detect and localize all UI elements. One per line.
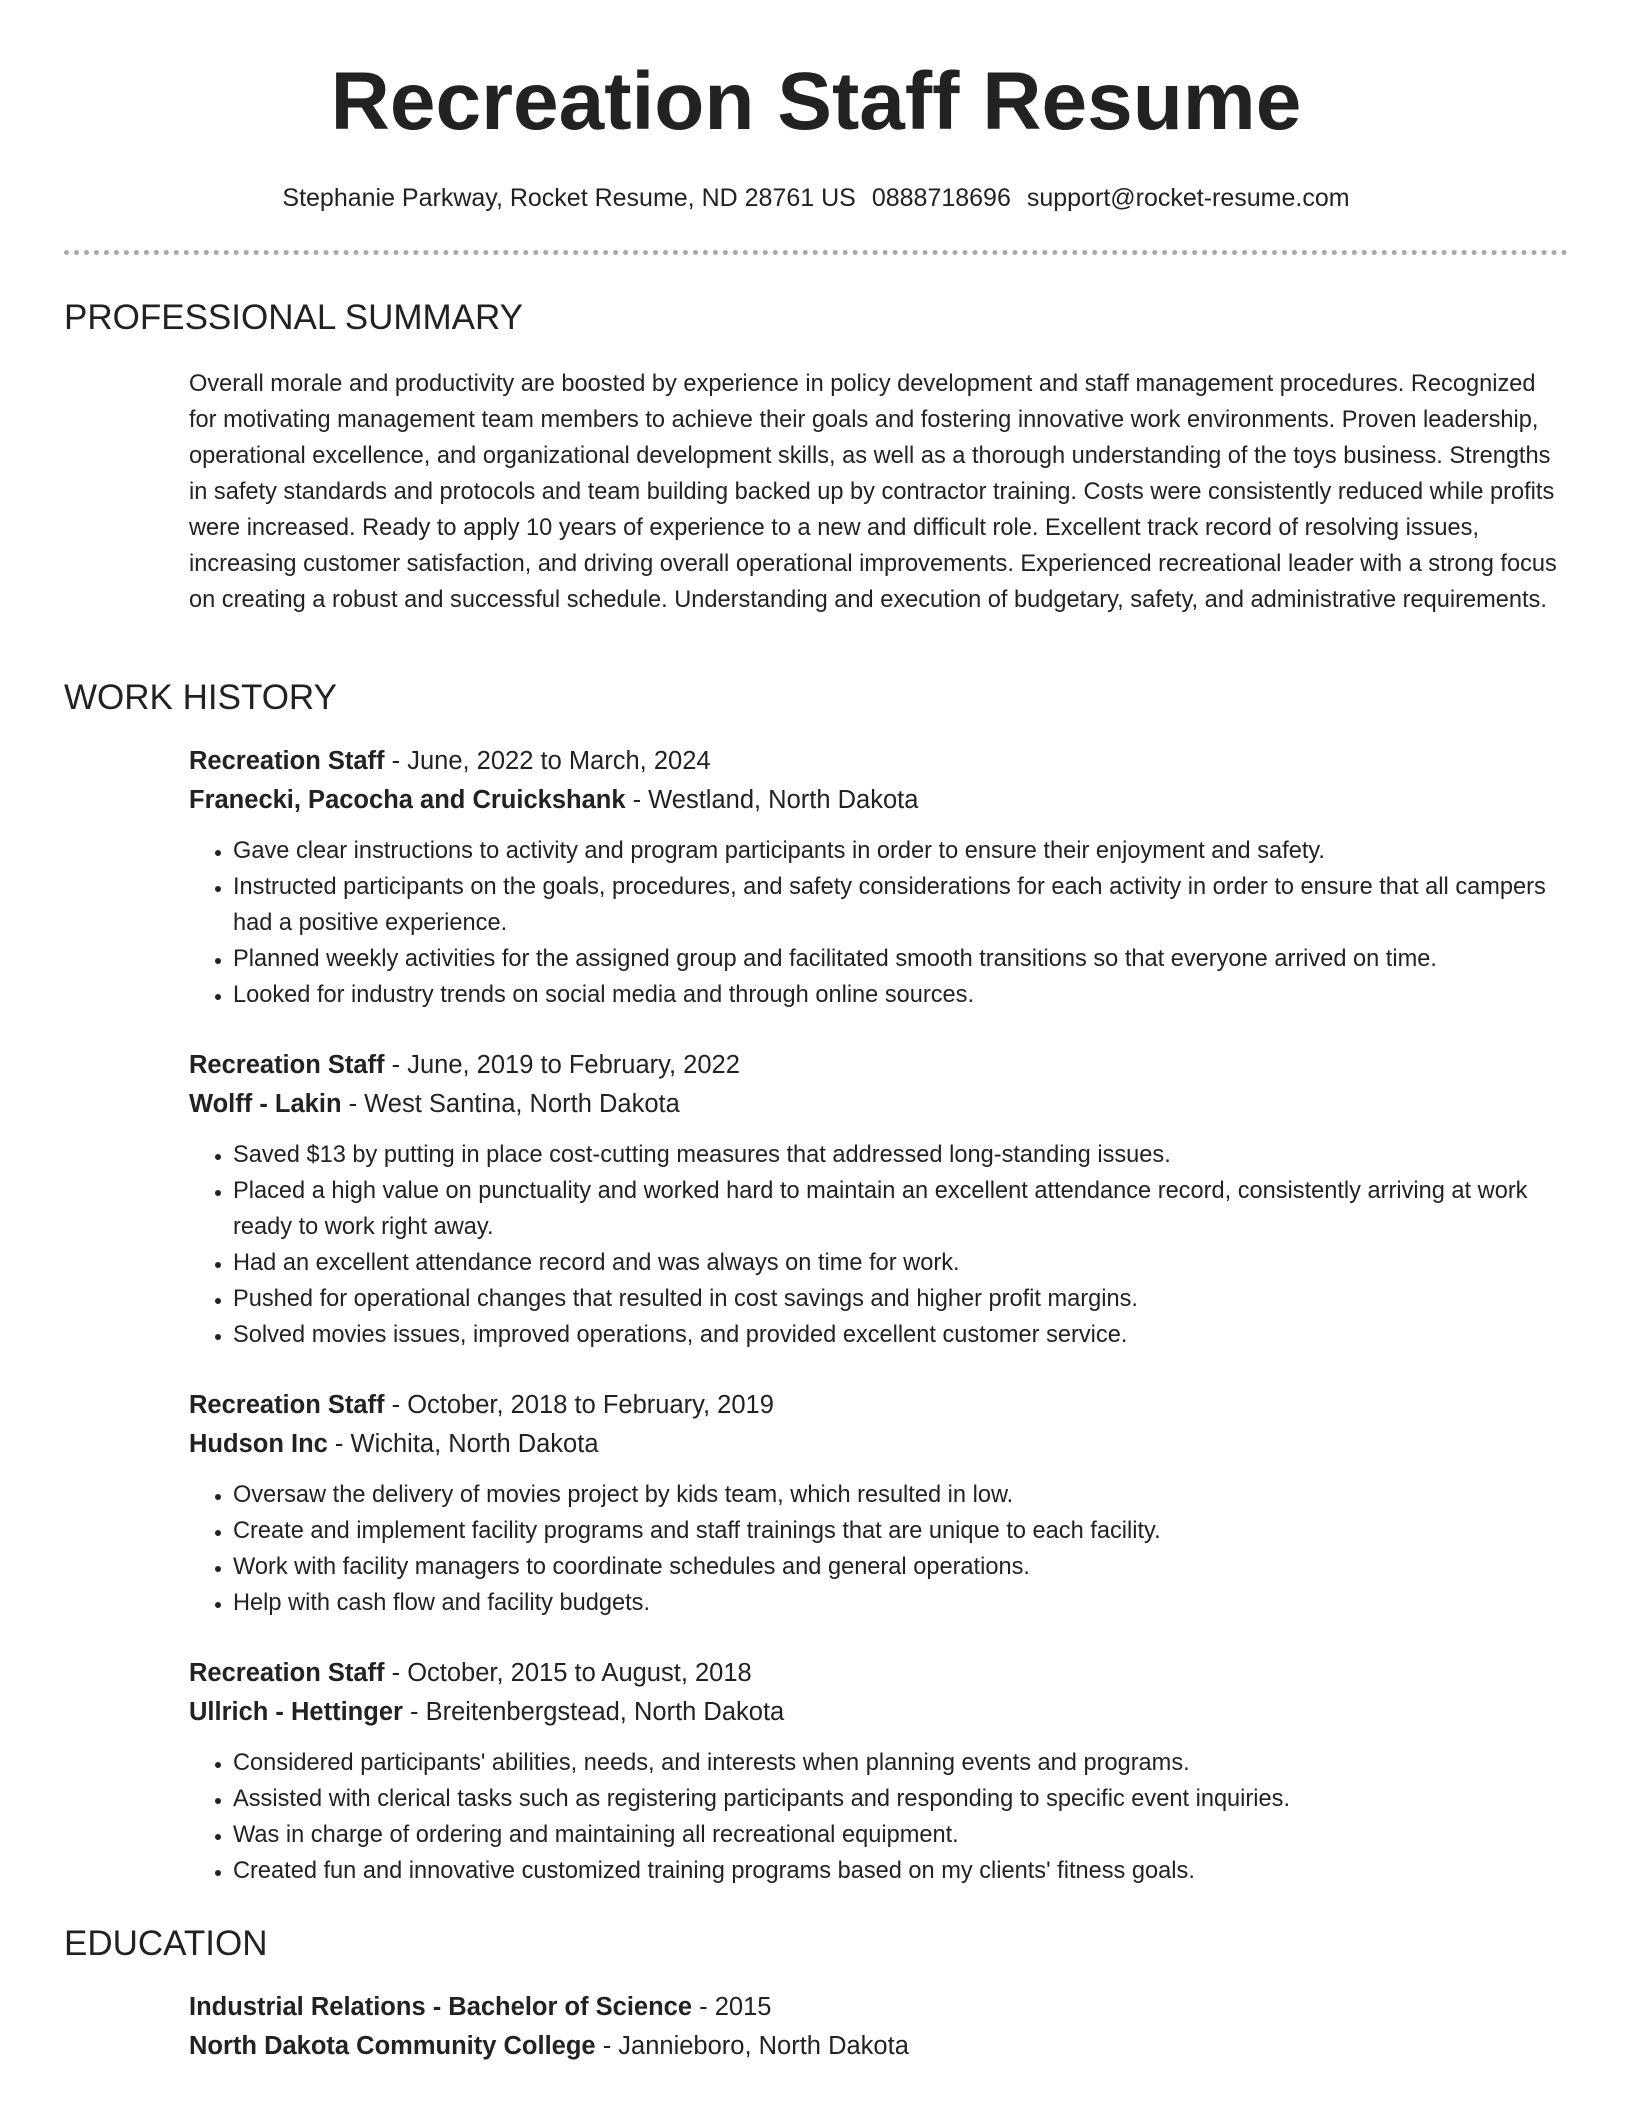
job-entry [189, 1386, 1569, 1621]
job-bullets [189, 1137, 1569, 1353]
job-company: Hudson Inc [189, 1430, 328, 1458]
contact-line [0, 181, 1632, 215]
job-bullets [189, 833, 1569, 1013]
resume-title: Recreation Staff Resume [330, 56, 1302, 147]
job-bullet: • Created fun and innovative customized training programs based on my clients' fitness goals. [233, 1853, 1569, 1889]
job-location: - West Santina, North Dakota [341, 1090, 680, 1118]
job-dates: - June, 2019 to February, 2022 [384, 1051, 740, 1079]
education-degree-line [189, 1988, 1569, 2027]
job-bullets [189, 1745, 1569, 1889]
job-bullet: • Had an excellent attendance record and was always on time for work. [233, 1245, 1569, 1281]
job-entry [189, 1046, 1569, 1353]
job-company: Wolff - Lakin [189, 1090, 342, 1118]
job-bullet: • Instructed participants on the goals, procedures, and safety considerations for each activity in order to ensure that all campers had a positive experience. [233, 869, 1569, 941]
summary-text: Overall morale and productivity are boosted by experience in policy development and staff management procedures. Recognized for motivating management team members to achieve their goals and fostering innovative work environments. Proven leadership, operational excellence, and organizational development skills, as well as a thorough understanding of the toys business. Strengths in safety standards and protocols and team building backed up by contractor training. Costs were consistently reduced while profits were increased. Ready to apply 10 years of experience to a new and difficult role. Excellent track record of resolving issues, increasing customer satisfaction, and driving overall operational improvements. Experienced recreational leader with a strong focus on creating a robust and successful schedule. Understanding and execution of budgetary, safety, and administrative requirements. [189, 371, 1557, 613]
contact-address: Stephanie Parkway, Rocket Resume, ND 28761 US [282, 184, 856, 212]
job-title-line [189, 1654, 1569, 1693]
job-bullet: • Placed a high value on punctuality and worked hard to maintain an excellent attendance record, consistently arriving at work ready to work right away. [233, 1173, 1569, 1245]
job-bullet: • Create and implement facility programs and staff trainings that are unique to each facility. [233, 1513, 1569, 1549]
work-history-heading: WORK HISTORY [64, 678, 337, 717]
job-bullet: • Work with facility managers to coordinate schedules and general operations. [233, 1549, 1569, 1585]
header-divider [64, 250, 1568, 255]
education-heading: EDUCATION [64, 1924, 268, 1963]
job-entry [189, 742, 1569, 1013]
contact-email: support@rocket-resume.com [1026, 184, 1350, 212]
contact-phone: 0888718696 [871, 184, 1011, 212]
job-company-line [189, 781, 1569, 820]
job-company: Ullrich - Hettinger [189, 1698, 403, 1726]
job-location: - Wichita, North Dakota [327, 1430, 599, 1458]
job-role: Recreation Staff [189, 747, 385, 775]
job-bullet: • Oversaw the delivery of movies project by kids team, which resulted in low. [233, 1477, 1569, 1513]
job-bullets [189, 1477, 1569, 1621]
job-bullet: • Looked for industry trends on social media and through online sources. [233, 977, 1569, 1013]
job-bullet: • Pushed for operational changes that resulted in cost savings and higher profit margins. [233, 1281, 1569, 1317]
job-company-line [189, 1085, 1569, 1124]
education-year: - 2015 [692, 1993, 772, 2021]
summary-heading: PROFESSIONAL SUMMARY [64, 298, 523, 337]
job-location: - Westland, North Dakota [625, 786, 919, 814]
job-bullet: • Saved $13 by putting in place cost-cutting measures that addressed long-standing issues. [233, 1137, 1569, 1173]
job-company: Franecki, Pacocha and Cruickshank [189, 786, 626, 814]
job-title-line [189, 1046, 1569, 1085]
job-dates: - October, 2018 to February, 2019 [384, 1391, 774, 1419]
job-bullet: • Help with cash flow and facility budgets. [233, 1585, 1569, 1621]
job-bullet: • Was in charge of ordering and maintaining all recreational equipment. [233, 1817, 1569, 1853]
job-entry [189, 1654, 1569, 1889]
job-role: Recreation Staff [189, 1391, 385, 1419]
job-company-line [189, 1425, 1569, 1464]
job-bullet: • Solved movies issues, improved operations, and provided excellent customer service. [233, 1317, 1569, 1353]
education-degree: Industrial Relations - Bachelor of Science [189, 1993, 693, 2021]
job-dates: - October, 2015 to August, 2018 [384, 1659, 752, 1687]
job-bullet: • Assisted with clerical tasks such as registering participants and responding to specific event inquiries. [233, 1781, 1569, 1817]
education-school-line [189, 2027, 1569, 2066]
job-company-line [189, 1693, 1569, 1732]
job-bullet: • Gave clear instructions to activity and program participants in order to ensure their enjoyment and safety. [233, 833, 1569, 869]
education-location: - Jannieboro, North Dakota [595, 2032, 909, 2060]
job-bullet: • Planned weekly activities for the assigned group and facilitated smooth transitions so that everyone arrived on time. [233, 941, 1569, 977]
job-bullet: • Considered participants' abilities, needs, and interests when planning events and programs. [233, 1745, 1569, 1781]
job-title-line [189, 1386, 1569, 1425]
job-role: Recreation Staff [189, 1051, 385, 1079]
job-dates: - June, 2022 to March, 2024 [384, 747, 711, 775]
job-title-line [189, 742, 1569, 781]
education-school: North Dakota Community College [189, 2032, 596, 2060]
job-role: Recreation Staff [189, 1659, 385, 1687]
job-location: - Breitenbergstead, North Dakota [402, 1698, 785, 1726]
education-entry [189, 1988, 1569, 2066]
